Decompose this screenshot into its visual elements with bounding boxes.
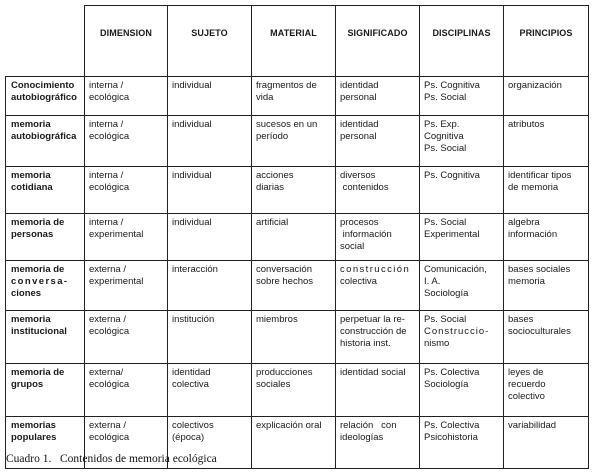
cell-line: producciones bbox=[256, 367, 313, 378]
cell-line: experimental bbox=[89, 229, 144, 240]
cell-line: individual bbox=[172, 170, 212, 181]
cell-line: atributos bbox=[508, 119, 545, 130]
table-row bbox=[6, 116, 589, 167]
cell-dimension bbox=[85, 364, 168, 417]
cell-material bbox=[252, 364, 336, 417]
cell-dimension bbox=[85, 116, 168, 167]
cell-sujeto bbox=[168, 261, 252, 311]
cell-dimension bbox=[85, 77, 168, 116]
cell-line: identidad social bbox=[340, 367, 406, 378]
cell-line: bases bbox=[508, 314, 534, 325]
cell-line: acciones bbox=[256, 170, 294, 181]
cell-line: interna / bbox=[89, 217, 124, 228]
cell-line: Ps. Colectiva bbox=[424, 367, 480, 378]
row-label-line: populares bbox=[11, 432, 57, 443]
cell-line: Ps. Social bbox=[424, 92, 467, 103]
cell-line: colectiva bbox=[172, 379, 209, 390]
cell-line: identidad bbox=[340, 80, 379, 91]
cell-material bbox=[252, 167, 336, 214]
row-label-line: grupos bbox=[11, 379, 44, 390]
row-label-line: ciones bbox=[11, 288, 42, 299]
cell-line: externa / bbox=[89, 264, 126, 275]
cell-line: ecológica bbox=[89, 326, 130, 337]
cell-principios bbox=[504, 167, 589, 214]
cell-principios bbox=[504, 311, 589, 364]
cell-line: personal bbox=[340, 131, 377, 142]
cell-dimension bbox=[85, 214, 168, 261]
row-label-line: autobiográfico bbox=[11, 92, 77, 103]
cell-line: bases sociales bbox=[508, 264, 571, 275]
cell-line: Experimental bbox=[424, 229, 480, 240]
cell-significado bbox=[336, 261, 420, 311]
cell-line: Ps. Social bbox=[424, 314, 467, 325]
row-label-line: memoria bbox=[11, 314, 51, 325]
cell-line: conversación bbox=[256, 264, 312, 275]
row-label bbox=[6, 167, 85, 214]
cell-principios bbox=[504, 261, 589, 311]
cell-line: construcción de bbox=[340, 326, 407, 337]
cell-line: institución bbox=[172, 314, 215, 325]
cell-line: interna / bbox=[89, 170, 124, 181]
cell-line: miembros bbox=[256, 314, 298, 325]
table-row bbox=[6, 261, 589, 311]
cell-line: explicación oral bbox=[256, 420, 322, 431]
cell-line: Psicohistoria bbox=[424, 432, 478, 443]
cell-disciplinas bbox=[420, 214, 504, 261]
cell-line: individual bbox=[172, 119, 212, 130]
table-row bbox=[6, 167, 589, 214]
cell-line: diarias bbox=[256, 182, 284, 193]
cell-line: colectiva bbox=[340, 276, 377, 287]
cell-line: sobre hechos bbox=[256, 276, 314, 287]
row-label-line: personas bbox=[11, 229, 54, 240]
cell-significado bbox=[336, 167, 420, 214]
cell-disciplinas bbox=[420, 167, 504, 214]
table-row bbox=[6, 77, 589, 116]
cell-principios bbox=[504, 214, 589, 261]
cell-line: relación con bbox=[340, 420, 397, 431]
cell-principios bbox=[504, 417, 589, 469]
row-label bbox=[6, 364, 85, 417]
cell-line: ecológica bbox=[89, 379, 130, 390]
cell-line: I. A. bbox=[424, 276, 441, 287]
row-label-line: memoria de bbox=[11, 217, 65, 228]
cell-line: individual bbox=[172, 80, 212, 91]
header-significado: SIGNIFICADO bbox=[336, 6, 420, 77]
corner-cell bbox=[6, 6, 85, 77]
cell-line: sucesos en un bbox=[256, 119, 318, 130]
cell-disciplinas bbox=[420, 311, 504, 364]
row-label-line: conversa- bbox=[11, 276, 69, 287]
row-label bbox=[6, 261, 85, 311]
cell-sujeto bbox=[168, 311, 252, 364]
cell-line: identidad bbox=[172, 367, 211, 378]
cell-line: procesos bbox=[340, 217, 379, 228]
cell-line: personal bbox=[340, 92, 377, 103]
row-label-line: memoria de bbox=[11, 264, 65, 275]
cell-line: socioculturales bbox=[508, 326, 571, 337]
cell-line: externa/ bbox=[89, 367, 124, 378]
cell-line: Construccio- bbox=[424, 326, 490, 337]
cell-dimension bbox=[85, 261, 168, 311]
cell-line: colectivos bbox=[172, 420, 214, 431]
cell-line: período bbox=[256, 131, 289, 142]
cell-significado bbox=[336, 311, 420, 364]
row-label-line: autobiográfica bbox=[11, 131, 77, 142]
table-row bbox=[6, 364, 589, 417]
cell-line: fragmentos de bbox=[256, 80, 317, 91]
cell-line: Sociología bbox=[424, 379, 469, 390]
cell-line: ecológica bbox=[89, 182, 130, 193]
cell-line: identidad bbox=[340, 119, 379, 130]
cell-line: Ps. Colectiva bbox=[424, 420, 480, 431]
cell-line: ecológica bbox=[89, 92, 130, 103]
cell-line: artificial bbox=[256, 217, 289, 228]
row-label-line: Conocimiento bbox=[11, 80, 75, 91]
cell-line: Comunicación, bbox=[424, 264, 487, 275]
cell-significado bbox=[336, 77, 420, 116]
cell-line: vida bbox=[256, 92, 274, 103]
cell-line: información bbox=[340, 229, 392, 240]
cell-disciplinas bbox=[420, 116, 504, 167]
cell-line: social bbox=[340, 241, 365, 252]
cell-dimension bbox=[85, 311, 168, 364]
cell-sujeto bbox=[168, 116, 252, 167]
cell-line: interna / bbox=[89, 119, 124, 130]
cell-line: individual bbox=[172, 217, 212, 228]
cell-line: Ps. Exp. bbox=[424, 119, 460, 130]
cell-principios bbox=[504, 364, 589, 417]
cell-significado bbox=[336, 417, 420, 469]
cell-line: externa / bbox=[89, 420, 126, 431]
table-caption: Cuadro 1. Contenidos de memoria ecológica bbox=[6, 453, 217, 465]
cell-disciplinas bbox=[420, 364, 504, 417]
cell-material bbox=[252, 77, 336, 116]
row-label bbox=[6, 214, 85, 261]
cell-line: externa / bbox=[89, 314, 126, 325]
row-label bbox=[6, 311, 85, 364]
row-label-line: memoria bbox=[11, 119, 51, 130]
row-label-line: cotidiana bbox=[11, 182, 53, 193]
cell-material bbox=[252, 417, 336, 469]
cell-sujeto bbox=[168, 167, 252, 214]
cell-line: información bbox=[508, 229, 558, 240]
cell-disciplinas bbox=[420, 261, 504, 311]
row-label-line: memorias bbox=[11, 420, 56, 431]
row-label-line: memoria bbox=[11, 170, 51, 181]
cell-line: de memoria bbox=[508, 182, 559, 193]
cell-significado bbox=[336, 364, 420, 417]
cell-line: ecológica bbox=[89, 432, 130, 443]
cell-sujeto bbox=[168, 77, 252, 116]
header-row bbox=[6, 6, 589, 77]
cell-material bbox=[252, 311, 336, 364]
cell-disciplinas bbox=[420, 417, 504, 469]
header-disciplinas: DISCIPLINAS bbox=[420, 6, 504, 77]
row-label bbox=[6, 116, 85, 167]
cell-material bbox=[252, 261, 336, 311]
cell-principios bbox=[504, 77, 589, 116]
cell-line: Ps. Social bbox=[424, 143, 467, 154]
cell-line: memoria bbox=[508, 276, 545, 287]
cell-line: Ps. Cognitiva bbox=[424, 170, 480, 181]
cell-line: Sociología bbox=[424, 288, 469, 299]
cell-disciplinas bbox=[420, 77, 504, 116]
cell-line: Ps. Social bbox=[424, 217, 467, 228]
cell-line: nismo bbox=[424, 338, 450, 349]
row-label-line: institucional bbox=[11, 326, 67, 337]
cell-line: identificar tipos bbox=[508, 170, 572, 181]
table-row bbox=[6, 311, 589, 364]
cell-principios bbox=[504, 116, 589, 167]
header-sujeto: SUJETO bbox=[168, 6, 252, 77]
cell-line: historia inst. bbox=[340, 338, 391, 349]
cell-line: variabilidad bbox=[508, 420, 557, 431]
cell-line: algebra bbox=[508, 217, 540, 228]
cell-line: (época) bbox=[172, 432, 205, 443]
header-principios: PRINCIPIOS bbox=[504, 6, 589, 77]
cell-line: organización bbox=[508, 80, 562, 91]
header-material: MATERIAL bbox=[252, 6, 336, 77]
cell-line: Ps. Cognitiva bbox=[424, 80, 480, 91]
cell-dimension bbox=[85, 167, 168, 214]
row-label bbox=[6, 77, 85, 116]
cell-line: contenidos bbox=[340, 182, 389, 193]
cell-line: experimental bbox=[89, 276, 144, 287]
cell-line: interacción bbox=[172, 264, 218, 275]
header-dimension: DIMENSION bbox=[85, 6, 168, 77]
cell-line: leyes de bbox=[508, 367, 544, 378]
row-label-line: memoria de bbox=[11, 367, 65, 378]
cell-line: ecológica bbox=[89, 131, 130, 142]
cell-significado bbox=[336, 214, 420, 261]
cell-sujeto bbox=[168, 364, 252, 417]
cell-line: interna / bbox=[89, 80, 124, 91]
cell-line: sociales bbox=[256, 379, 291, 390]
cell-line: recuerdo bbox=[508, 379, 546, 390]
ecological-memory-table bbox=[5, 5, 589, 469]
cell-significado bbox=[336, 116, 420, 167]
cell-line: colectivo bbox=[508, 391, 545, 402]
cell-line: ideologías bbox=[340, 432, 384, 443]
cell-material bbox=[252, 116, 336, 167]
cell-sujeto bbox=[168, 214, 252, 261]
cell-line: Cognitiva bbox=[424, 131, 464, 142]
cell-line: diversos bbox=[340, 170, 376, 181]
cell-line: perpetuar la re- bbox=[340, 314, 405, 325]
cell-line: construcción bbox=[340, 264, 411, 275]
table-row bbox=[6, 214, 589, 261]
cell-material bbox=[252, 214, 336, 261]
